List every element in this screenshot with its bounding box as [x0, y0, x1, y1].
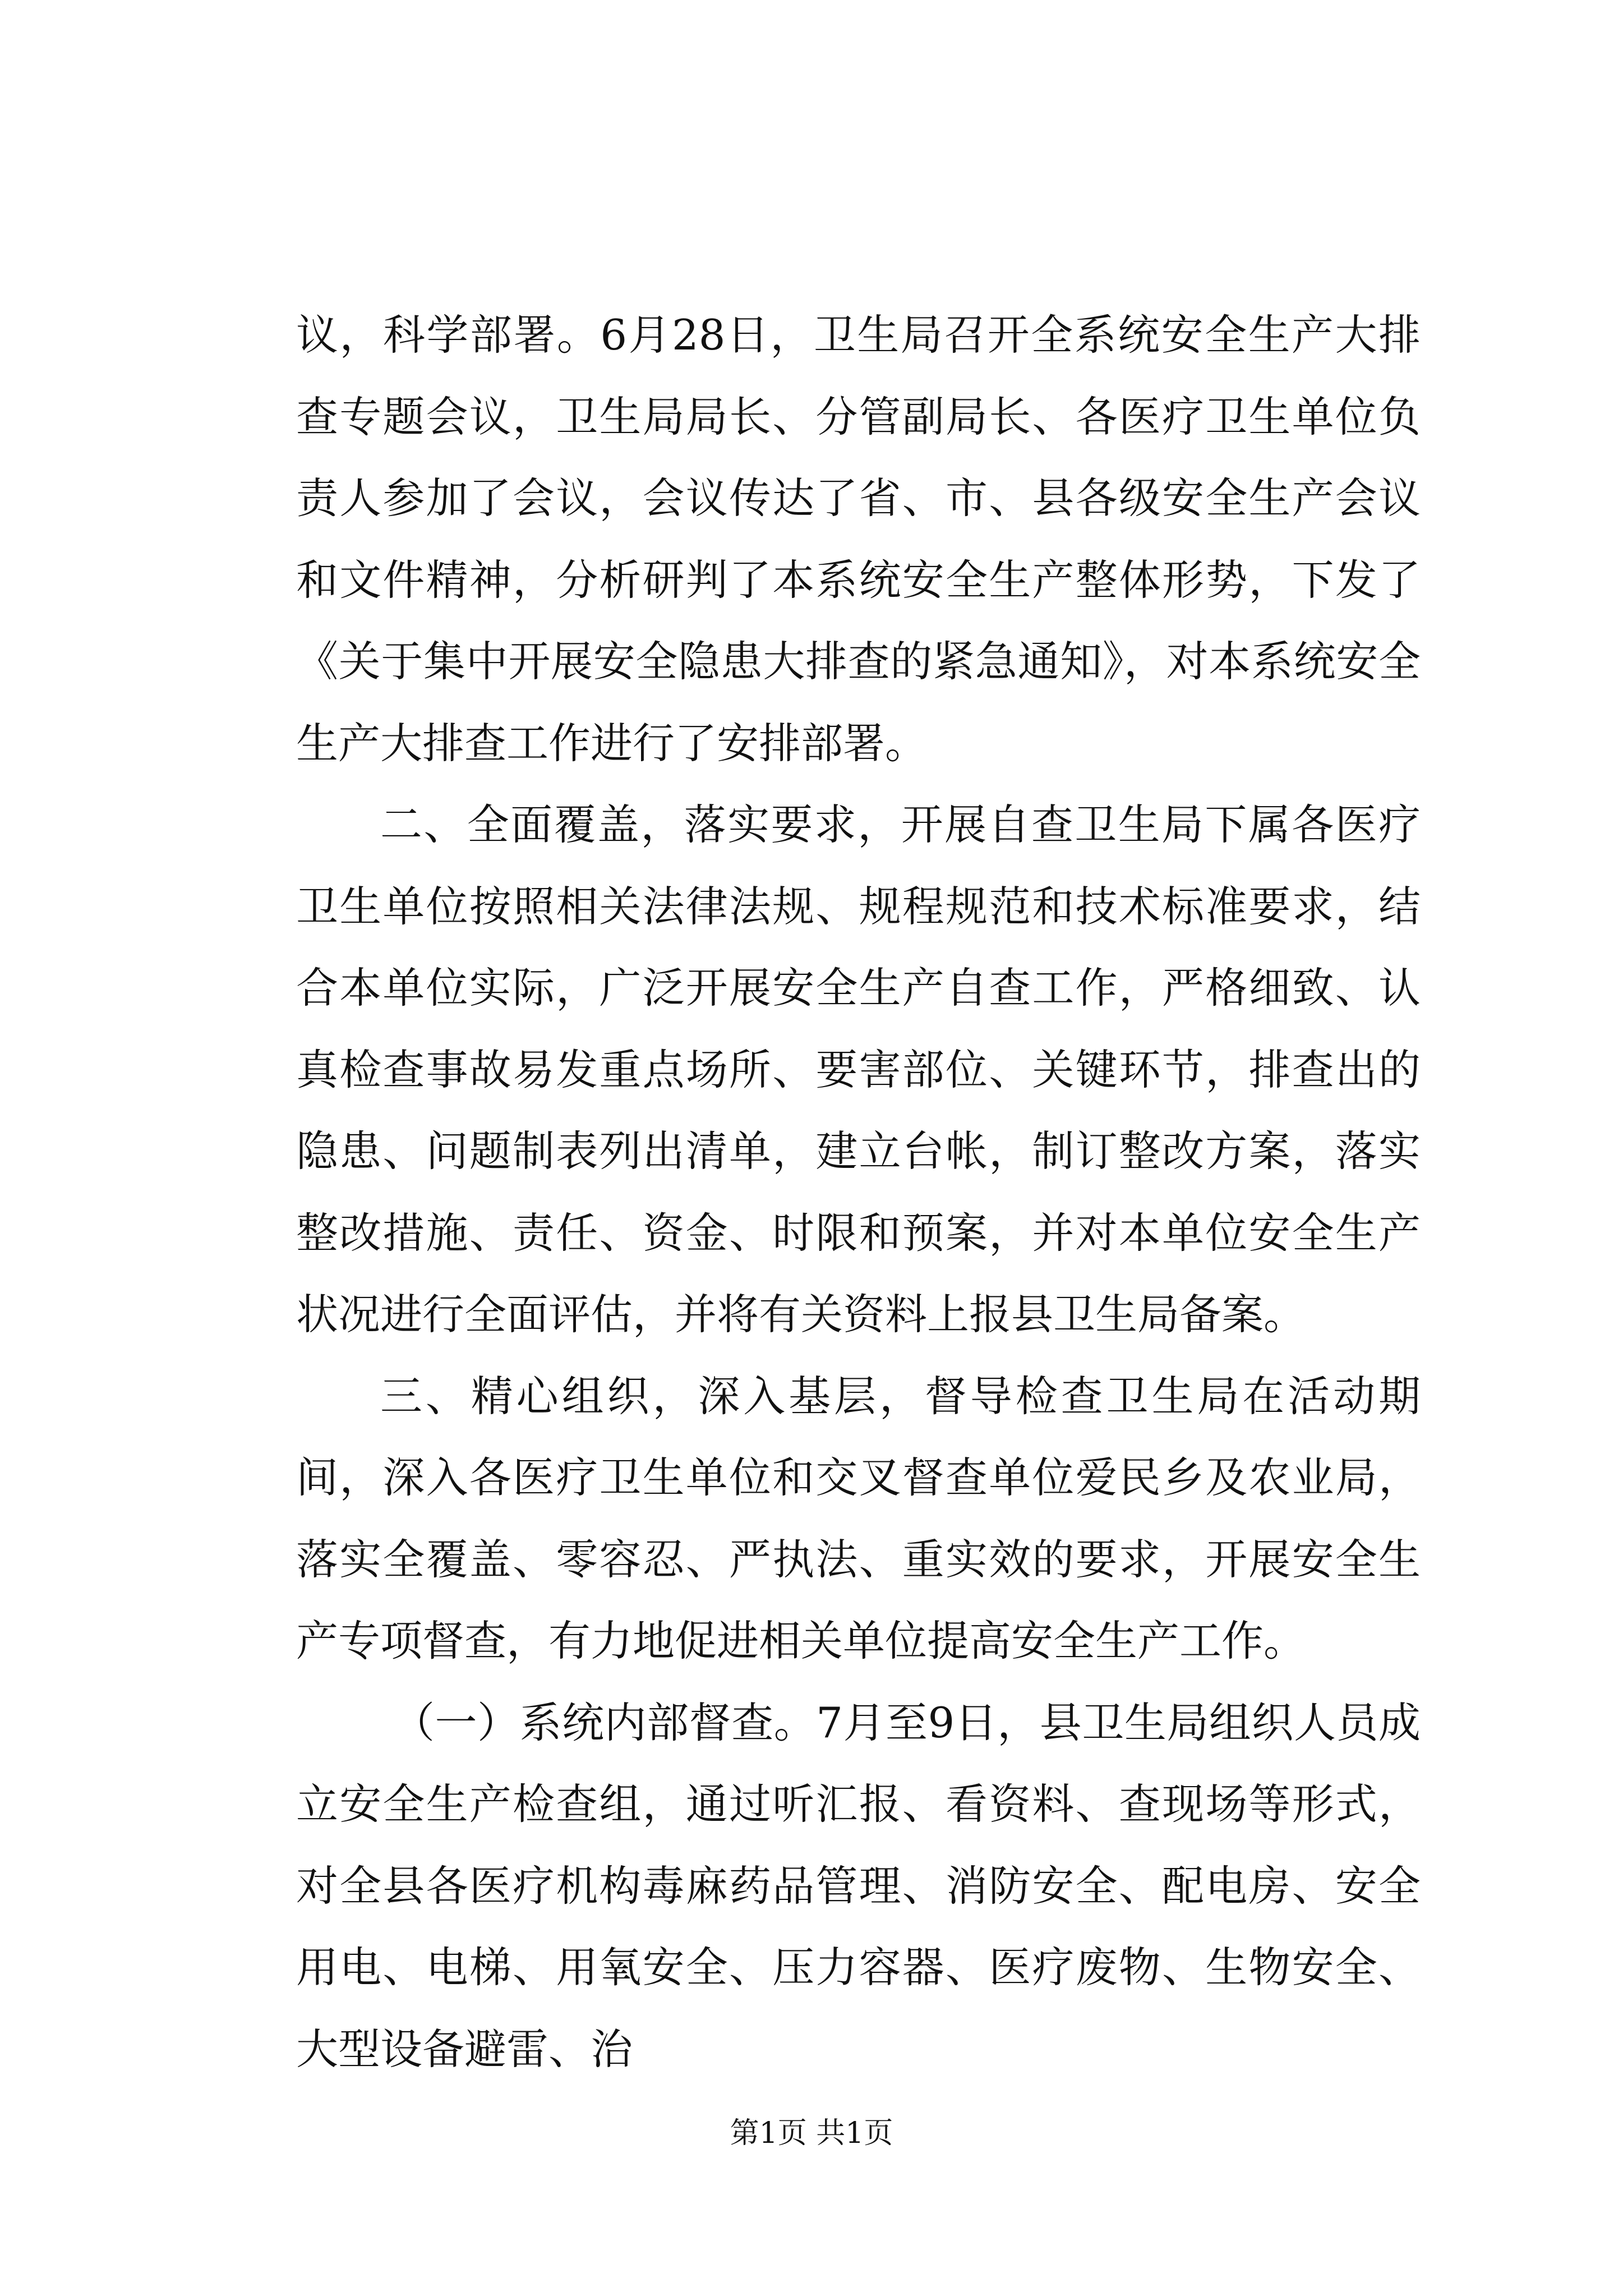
- page-footer: 第1页 共1页: [730, 2116, 893, 2150]
- paragraph-section-two: 二、全面覆盖，落实要求，开展自查卫生局下属各医疗卫生单位按照相关法律法规、规程规范和技术标准要求，结合本单位实际，广泛开展安全生产自查工作，严格细致、认真检查事故易发重点场所、要害部位、关键环节，排查出的隐患、问题制表列出清单，建立台帐，制订整改方案，落实整改措施、责任、资金、时限和预案，并对本单位安全生产状况进行全面评估，并将有关资料上报县卫生局备案。: [296, 800, 1421, 1339]
- paragraph-continuation: 议，科学部署。6月28日，卫生局召开全系统安全生产大排查专题会议，卫生局局长、分管副局长、各医疗卫生单位负责人参加了会议，会议传达了省、市、县各级安全生产会议和文件精神，分析研判了本系统安全生产整体形势，下发了《关于集中开展安全隐患大排查的紧急通知》，对本系统安全生产大排查工作进行了安排部署。: [296, 310, 1421, 768]
- paragraph-section-three: 三、精心组织，深入基层，督导检查卫生局在活动期间，深入各医疗卫生单位和交叉督查单位爱民乡及农业局，落实全覆盖、零容忍、严执法、重实效的要求，开展安全生产专项督查，有力地促进相关单位提高安全生产工作。: [296, 1371, 1421, 1665]
- document-body: [296, 295, 1421, 2090]
- paragraph-subsection-one: （一）系统内部督查。7月至9日，县卫生局组织人员成立安全生产检查组，通过听汇报、看资料、查现场等形式，对全县各医疗机构毒麻药品管理、消防安全、配电房、安全用电、电梯、用氧安全、压力容器、医疗废物、生物安全、大型设备避雷、治: [296, 1697, 1421, 2074]
